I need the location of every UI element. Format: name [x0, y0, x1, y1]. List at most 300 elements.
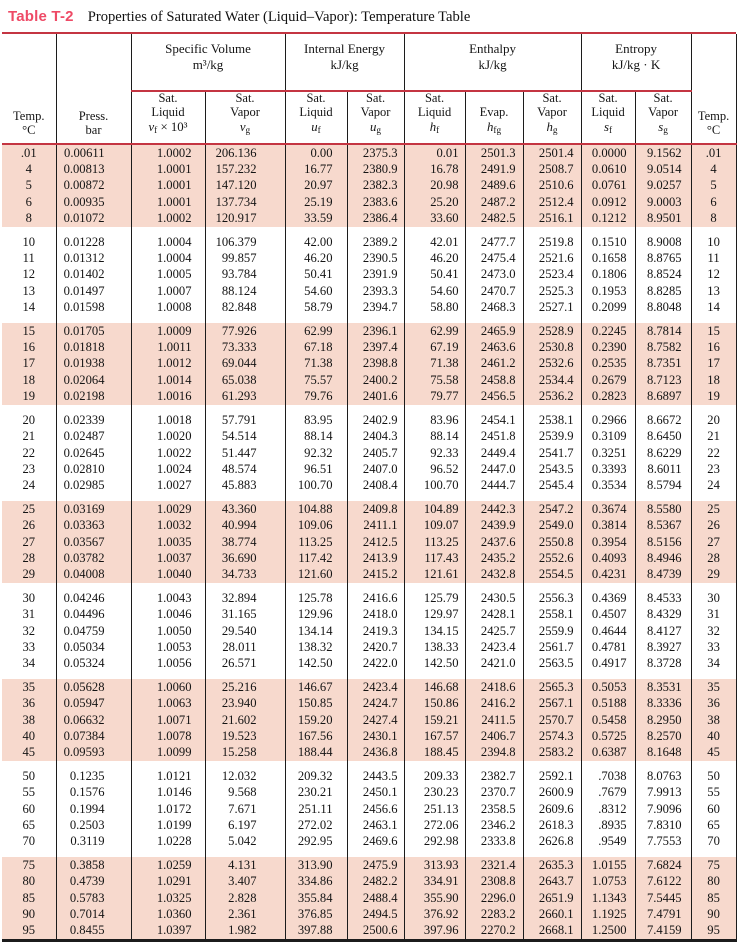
table-row	[2, 339, 736, 355]
cell-vg: 77.926	[205, 323, 285, 339]
cell-vf-x1000: 1.0360	[131, 906, 205, 922]
spacer-cell	[56, 850, 131, 857]
cell-hfg: 2421.0	[465, 655, 523, 671]
spacer-cell	[205, 583, 285, 590]
spacer-cell	[285, 316, 347, 323]
cell-uf: 46.20	[285, 250, 347, 266]
spacer-cell	[404, 316, 465, 323]
cell-temp-c-left: 34	[22, 656, 36, 671]
cell-uf: 125.78	[285, 590, 347, 606]
spacer-cell	[691, 227, 736, 234]
cell-vg: 38.774	[205, 534, 285, 550]
cell-temp-c-left: 28	[2, 550, 56, 566]
cell-hfg: 2406.7	[465, 728, 523, 744]
cell-sg: 8.3728	[635, 655, 691, 671]
spacer-cell	[205, 227, 285, 234]
spacer-cell	[581, 316, 635, 323]
cell-uf: 83.95	[285, 412, 347, 428]
cell-uf: 134.14	[285, 623, 347, 639]
cell-pressure-bar: 0.01072	[56, 210, 131, 226]
cell-hg: 2574.3	[523, 728, 581, 744]
cell-uf: 20.97	[285, 177, 347, 193]
cell-sg: 8.5794	[635, 477, 691, 493]
table-row	[2, 655, 736, 671]
cell-hfg: 2454.1	[465, 412, 523, 428]
cell-temp-c-left: 32	[22, 623, 36, 638]
spacer-cell	[523, 316, 581, 323]
table-row	[2, 412, 736, 428]
cell-sg: 8.4127	[635, 623, 691, 639]
cell-pressure-bar: 0.4739	[56, 873, 131, 889]
cell-ug: 2412.5	[347, 534, 404, 550]
col-header-temp-left: Temp. °C	[2, 34, 56, 144]
cell-hfg: 2437.6	[465, 534, 523, 550]
cell-vf-x1000: 1.0228	[131, 833, 205, 849]
cell-hfg: 2423.4	[465, 639, 523, 655]
spacer-cell	[404, 850, 465, 857]
cell-uf: 334.86	[285, 873, 347, 889]
cell-vf-x1000: 1.0004	[131, 234, 205, 250]
group-spacer	[2, 405, 736, 412]
cell-hf: 20.98	[404, 177, 465, 193]
cell-temp-c-right: 36	[691, 695, 736, 711]
table-row	[2, 534, 736, 550]
cell-vf-x1000: 1.0011	[131, 339, 205, 355]
cell-ug: 2405.7	[347, 445, 404, 461]
cell-vf-x1000: 1.0063	[131, 695, 205, 711]
table-label: Table T-2	[8, 8, 74, 25]
cell-hg: 2510.6	[523, 177, 581, 193]
spacer-cell	[205, 494, 285, 501]
cell-hfg: 2370.7	[465, 784, 523, 800]
cell-hfg: 2475.4	[465, 250, 523, 266]
cell-ug: 2463.1	[347, 817, 404, 833]
cell-ug: 2400.2	[347, 372, 404, 388]
cell-uf: 292.95	[285, 833, 347, 849]
cell-ug: 2401.6	[347, 388, 404, 404]
cell-temp-c-left: 40	[2, 728, 56, 744]
cell-hfg: 2358.5	[465, 801, 523, 817]
cell-temp-c-right: 27	[691, 534, 736, 550]
group-spacer	[2, 672, 736, 679]
cell-hf: 376.92	[404, 906, 465, 922]
group-spacer	[2, 227, 736, 234]
cell-sg: 8.2950	[635, 712, 691, 728]
cell-temp-c-left: 21	[22, 429, 36, 444]
spacer-cell	[691, 761, 736, 768]
spacer-cell	[131, 227, 205, 234]
cell-sf: 0.0610	[581, 161, 635, 177]
cell-hfg: 2425.7	[465, 623, 523, 639]
cell-temp-c-right: 30	[691, 590, 736, 606]
group-spacer	[2, 761, 736, 768]
cell-sf: 0.5053	[581, 679, 635, 695]
cell-hf: 54.60	[404, 283, 465, 299]
cell-hfg: 2333.8	[465, 833, 523, 849]
cell-hfg: 2473.0	[465, 266, 523, 282]
cell-vg: 25.216	[205, 679, 285, 695]
cell-vg: 19.523	[205, 728, 285, 744]
cell-vf-x1000: 1.0020	[131, 428, 205, 444]
subcol-hfg: Evap. $h_{fg}$	[465, 91, 523, 144]
cell-uf: 109.06	[285, 517, 347, 533]
cell-hg: 2550.8	[523, 534, 581, 550]
cell-pressure-bar: 0.01228	[56, 234, 131, 250]
cell-hf: 75.58	[404, 372, 465, 388]
table-row	[2, 922, 736, 940]
cell-pressure-bar: 0.02339	[56, 412, 131, 428]
cell-temp-c-right: 31	[691, 606, 736, 622]
cell-vf-x1000: 1.0007	[131, 283, 205, 299]
cell-ug: 2389.2	[347, 234, 404, 250]
cell-hg: 2643.7	[523, 873, 581, 889]
cell-sf: 0.3109	[581, 428, 635, 444]
cell-sg: 7.5445	[635, 890, 691, 906]
cell-uf: 159.20	[285, 712, 347, 728]
cell-temp-c-left: 18	[2, 372, 56, 388]
cell-hg: 2501.4	[523, 144, 581, 161]
cell-uf: 54.60	[285, 283, 347, 299]
cell-temp-c-right: 38	[691, 712, 736, 728]
cell-temp-c-right: 13	[691, 283, 736, 299]
spacer-cell	[2, 405, 56, 412]
cell-sg: 8.2570	[635, 728, 691, 744]
spacer-cell	[404, 761, 465, 768]
cell-sf: 0.4369	[581, 590, 635, 606]
cell-uf: 67.18	[285, 339, 347, 355]
cell-vf-x1000: 1.0024	[131, 461, 205, 477]
cell-vg: 34.733	[205, 566, 285, 582]
steam-table	[2, 34, 737, 942]
cell-temp-c-right: 15	[691, 323, 736, 339]
cell-sf: .9549	[581, 833, 635, 849]
cell-uf: 167.56	[285, 728, 347, 744]
cell-vf-x1000: 1.0056	[131, 655, 205, 671]
cell-sg: 8.7351	[635, 355, 691, 371]
cell-hfg: 2394.8	[465, 744, 523, 760]
cell-ug: 2424.7	[347, 695, 404, 711]
cell-sg: 7.6122	[635, 873, 691, 889]
cell-uf: 0.00	[285, 144, 347, 161]
cell-uf: 113.25	[285, 534, 347, 550]
cell-sf: 0.4231	[581, 566, 635, 582]
cell-temp-c-left: 26	[2, 517, 56, 533]
cell-temp-c-left: 80	[2, 873, 56, 889]
col-header-press: Press. bar	[56, 34, 131, 144]
cell-ug: 2398.8	[347, 355, 404, 371]
cell-temp-c-left: 60	[22, 801, 36, 816]
table-row	[2, 355, 736, 371]
cell-sg: 8.6672	[635, 412, 691, 428]
cell-pressure-bar: 0.1994	[56, 801, 131, 817]
spacer-cell	[285, 227, 347, 234]
spacer-cell	[205, 672, 285, 679]
cell-sf: 0.1212	[581, 210, 635, 226]
cell-hf: 129.97	[404, 606, 465, 622]
cell-temp-c-right: 70	[691, 833, 736, 849]
cell-vg: 3.407	[205, 873, 285, 889]
table-row	[2, 768, 736, 784]
spacer-cell	[131, 494, 205, 501]
subcol-hf: Sat. Liquid $h_f$	[404, 91, 465, 144]
table-row	[2, 250, 736, 266]
cell-temp-c-right: 12	[691, 266, 736, 282]
cell-temp-c-right: 95	[691, 922, 736, 940]
table-row	[2, 266, 736, 282]
spacer-cell	[635, 227, 691, 234]
cell-temp-c-right: 90	[691, 906, 736, 922]
cell-ug: 2420.7	[347, 639, 404, 655]
cell-sg: 8.8285	[635, 283, 691, 299]
cell-hf: 62.99	[404, 323, 465, 339]
spacer-cell	[691, 316, 736, 323]
cell-hfg: 2491.9	[465, 161, 523, 177]
cell-ug: 2418.0	[347, 606, 404, 622]
cell-vf-x1000: 1.0032	[131, 517, 205, 533]
cell-pressure-bar: 0.01402	[56, 266, 131, 282]
cell-sg: 8.8765	[635, 250, 691, 266]
cell-pressure-bar: 0.01818	[56, 339, 131, 355]
cell-sf: 0.1806	[581, 266, 635, 282]
cell-vf-x1000: 1.0078	[131, 728, 205, 744]
cell-ug: 2393.3	[347, 283, 404, 299]
cell-ug: 2482.2	[347, 873, 404, 889]
cell-pressure-bar: 0.04008	[56, 566, 131, 582]
cell-hg: 2508.7	[523, 161, 581, 177]
cell-vf-x1000: 1.0037	[131, 550, 205, 566]
cell-vf-x1000: 1.0012	[131, 355, 205, 371]
cell-hg: 2543.5	[523, 461, 581, 477]
cell-sg: 8.3927	[635, 639, 691, 655]
cell-pressure-bar: 0.02985	[56, 477, 131, 493]
cell-vg: 147.120	[205, 177, 285, 193]
cell-hf: 188.45	[404, 744, 465, 760]
cell-vg: 2.361	[205, 906, 285, 922]
cell-temp-c-left: 55	[22, 785, 36, 800]
table-row	[2, 873, 736, 889]
cell-vf-x1000: 1.0397	[131, 922, 205, 940]
spacer-cell	[285, 583, 347, 590]
cell-sg: 8.8524	[635, 266, 691, 282]
spacer-cell	[523, 761, 581, 768]
table-row	[2, 695, 736, 711]
cell-uf: 58.79	[285, 299, 347, 315]
cell-temp-c-left: 11	[22, 251, 35, 266]
table-row	[2, 299, 736, 315]
table-body	[2, 144, 736, 941]
subcol-vf: Sat. Liquid $v_f \times 10^3$	[131, 91, 205, 144]
cell-vf-x1000: 1.0001	[131, 194, 205, 210]
cell-sf: 0.3251	[581, 445, 635, 461]
cell-hf: 104.89	[404, 501, 465, 517]
cell-sf: 0.1658	[581, 250, 635, 266]
cell-sg: 9.1562	[635, 144, 691, 161]
spacer-cell	[691, 672, 736, 679]
cell-sf: 1.1925	[581, 906, 635, 922]
cell-hg: 2547.2	[523, 501, 581, 517]
cell-sf: .8935	[581, 817, 635, 833]
table-header	[2, 34, 736, 144]
table-row	[2, 210, 736, 226]
cell-uf: 397.88	[285, 922, 347, 940]
spacer-cell	[56, 405, 131, 412]
cell-hg: 2539.9	[523, 428, 581, 444]
cell-hfg: 2501.3	[465, 144, 523, 161]
cell-temp-c-right: 10	[691, 234, 736, 250]
cell-sf: 0.2823	[581, 388, 635, 404]
table-row	[2, 388, 736, 404]
cell-temp-c-left: 90	[2, 906, 56, 922]
cell-temp-c-left: 14	[22, 300, 36, 315]
cell-uf: 251.11	[285, 801, 347, 817]
spacer-cell	[285, 761, 347, 768]
cell-temp-c-left: 36	[2, 695, 56, 711]
spacer-cell	[691, 850, 736, 857]
cell-vf-x1000: 1.0016	[131, 388, 205, 404]
spacer-cell	[205, 316, 285, 323]
cell-ug: 2500.6	[347, 922, 404, 940]
spacer-cell	[404, 405, 465, 412]
cell-uf: 355.84	[285, 890, 347, 906]
cell-temp-c-right: 23	[691, 461, 736, 477]
cell-vg: 15.258	[205, 744, 285, 760]
cell-ug: 2427.4	[347, 712, 404, 728]
cell-sf: 0.2679	[581, 372, 635, 388]
cell-uf: 100.70	[285, 477, 347, 493]
cell-vg: 23.940	[205, 695, 285, 711]
cell-hg: 2534.4	[523, 372, 581, 388]
cell-sf: 0.5725	[581, 728, 635, 744]
cell-hf: 25.20	[404, 194, 465, 210]
cell-ug: 2488.4	[347, 890, 404, 906]
cell-sg: 8.7814	[635, 323, 691, 339]
cell-hf: 146.68	[404, 679, 465, 695]
cell-hf: 71.38	[404, 355, 465, 371]
cell-temp-c-left: 27	[2, 534, 56, 550]
cell-uf: 96.51	[285, 461, 347, 477]
cell-temp-c-left: 85	[2, 890, 56, 906]
cell-ug: 2386.4	[347, 210, 404, 226]
cell-sf: 0.4644	[581, 623, 635, 639]
cell-temp-c-right: 5	[691, 177, 736, 193]
cell-ug: 2375.3	[347, 144, 404, 161]
cell-vg: 1.982	[205, 922, 285, 940]
spacer-cell	[465, 672, 523, 679]
spacer-cell	[56, 583, 131, 590]
table-row	[2, 194, 736, 210]
cell-hfg: 2308.8	[465, 873, 523, 889]
cell-sf: 0.3393	[581, 461, 635, 477]
cell-sg: 9.0003	[635, 194, 691, 210]
cell-temp-c-right: 20	[691, 412, 736, 428]
cell-temp-c-right: 19	[691, 388, 736, 404]
table-row	[2, 728, 736, 744]
cell-uf: 142.50	[285, 655, 347, 671]
cell-sf: 0.4093	[581, 550, 635, 566]
cell-uf: 42.00	[285, 234, 347, 250]
cell-pressure-bar: 0.07384	[56, 728, 131, 744]
cell-ug: 2397.4	[347, 339, 404, 355]
table-row	[2, 857, 736, 873]
cell-vg: 28.011	[205, 639, 285, 655]
cell-ug: 2422.0	[347, 655, 404, 671]
cell-temp-c-right: 26	[691, 517, 736, 533]
cell-temp-c-left: 29	[2, 566, 56, 582]
spacer-cell	[581, 761, 635, 768]
cell-uf: 117.42	[285, 550, 347, 566]
spacer-cell	[131, 583, 205, 590]
cell-hg: 2559.9	[523, 623, 581, 639]
cell-vg: 6.197	[205, 817, 285, 833]
cell-vf-x1000: 1.0259	[131, 857, 205, 873]
cell-temp-c-right: 6	[691, 194, 736, 210]
cell-sf: 0.6387	[581, 744, 635, 760]
cell-vf-x1000: 1.0022	[131, 445, 205, 461]
cell-sf: 0.3534	[581, 477, 635, 493]
cell-pressure-bar: 0.8455	[56, 922, 131, 940]
cell-vg: 32.894	[205, 590, 285, 606]
table-row	[2, 234, 736, 250]
cell-pressure-bar: 0.05034	[56, 639, 131, 655]
cell-vg: 45.883	[205, 477, 285, 493]
cell-pressure-bar: 0.01312	[56, 250, 131, 266]
cell-hfg: 2487.2	[465, 194, 523, 210]
cell-hf: 125.79	[404, 590, 465, 606]
cell-vg: 99.857	[205, 250, 285, 266]
cell-sg: 8.5580	[635, 501, 691, 517]
cell-pressure-bar: 0.02810	[56, 461, 131, 477]
cell-sg: 7.8310	[635, 817, 691, 833]
cell-temp-c-left: 6	[2, 194, 56, 210]
cell-ug: 2456.6	[347, 801, 404, 817]
cell-sf: 1.0753	[581, 873, 635, 889]
cell-vg: 43.360	[205, 501, 285, 517]
cell-temp-c-left: 13	[22, 283, 36, 298]
table-row	[2, 833, 736, 849]
cell-hfg: 2439.9	[465, 517, 523, 533]
cell-uf: 129.96	[285, 606, 347, 622]
cell-sg: 8.4533	[635, 590, 691, 606]
cell-sg: 8.3531	[635, 679, 691, 695]
cell-hg: 2530.8	[523, 339, 581, 355]
cell-temp-c-left: .01	[2, 144, 56, 161]
table-row	[2, 372, 736, 388]
spacer-cell	[523, 583, 581, 590]
cell-vg: 106.379	[205, 234, 285, 250]
cell-vf-x1000: 1.0071	[131, 712, 205, 728]
cell-uf: 62.99	[285, 323, 347, 339]
cell-sg: 8.4946	[635, 550, 691, 566]
cell-hf: 251.13	[404, 801, 465, 817]
cell-vg: 9.568	[205, 784, 285, 800]
spacer-cell	[581, 583, 635, 590]
cell-hg: 2554.5	[523, 566, 581, 582]
cell-hf: 355.90	[404, 890, 465, 906]
cell-temp-c-right: 16	[691, 339, 736, 355]
cell-hfg: 2296.0	[465, 890, 523, 906]
cell-hf: 96.52	[404, 461, 465, 477]
cell-hg: 2521.6	[523, 250, 581, 266]
cell-hf: 100.70	[404, 477, 465, 493]
cell-hfg: 2444.7	[465, 477, 523, 493]
cell-sg: 8.6897	[635, 388, 691, 404]
cell-vg: 48.574	[205, 461, 285, 477]
cell-sg: 8.0763	[635, 768, 691, 784]
cell-vg: 54.514	[205, 428, 285, 444]
spacer-cell	[347, 494, 404, 501]
cell-sg: 8.5156	[635, 534, 691, 550]
cell-sf: 0.4507	[581, 606, 635, 622]
